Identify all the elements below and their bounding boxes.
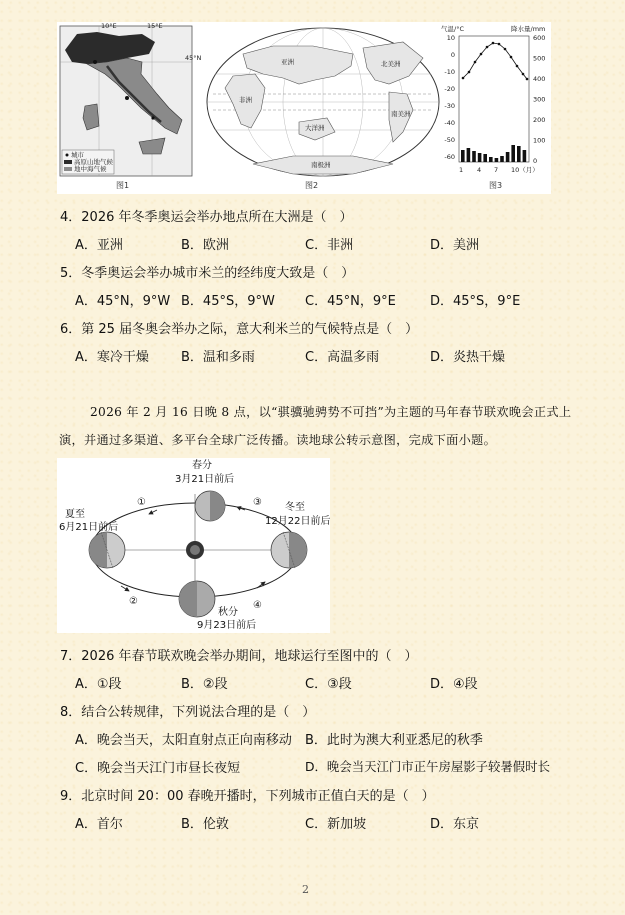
page-number: 2 (302, 883, 309, 896)
africa-label: 非洲 (239, 96, 252, 104)
x-tick-4: 4 (477, 166, 482, 174)
question-8-option-a[interactable]: A．晚会当天，太阳直射点正向南移动 (75, 733, 292, 748)
question-7-option-d[interactable]: D．④段 (430, 677, 478, 692)
legend-city-label: 城市 (71, 151, 84, 159)
question-5-stem: 5．冬季奥运会举办城市米兰的经纬度大致是（ ） (60, 266, 355, 281)
question-8-option-d[interactable]: D．晚会当天江门市正午房屋影子较暑假时长 (305, 759, 550, 774)
precip-ticks (533, 34, 545, 165)
precip-tick-label: 500 (533, 54, 546, 63)
segment-4: ④ (253, 600, 262, 611)
question-6-option-a[interactable]: A．寒冷干燥 (75, 350, 149, 365)
question-7-option-a[interactable]: A．①段 (75, 677, 122, 692)
question-6-option-d[interactable]: D．炎热干燥 (430, 350, 506, 365)
oceania-label: 大洋洲 (305, 124, 325, 132)
figure-strip (57, 22, 551, 194)
summer-label: 夏至 (65, 509, 85, 520)
x-tick-7: 7 (494, 166, 499, 174)
question-9-option-a[interactable]: A．首尔 (75, 817, 123, 832)
precip-tick-label: 200 (533, 116, 546, 124)
temp-tick-label: -60 (444, 153, 455, 161)
question-7-option-c[interactable]: C．③段 (305, 677, 352, 692)
precip-bar (517, 146, 521, 162)
north-america-label: 北美洲 (381, 60, 401, 68)
segment-1: ① (137, 497, 146, 508)
fig2-caption: 图2 (305, 181, 319, 190)
precip-bar (472, 151, 476, 162)
question-4-stem: 4．2026 年冬季奥运会举办地点所在大洲是（ ） (60, 210, 353, 225)
precip-bar (483, 154, 487, 162)
question-4-option-c[interactable]: C．非洲 (305, 238, 354, 253)
question-6-option-b[interactable]: B．温和多雨 (181, 350, 255, 365)
precip-tick-label: 100 (533, 136, 546, 145)
temp-tick-label: 0 (450, 51, 455, 59)
question-7-stem: 7．2026 年春节联欢晚会举办期间，地球运行至图中的（ ） (60, 649, 418, 664)
segment-3: ③ (253, 497, 262, 508)
precip-bar (500, 156, 504, 162)
passage-line-1: 2026 年 2 月 16 日晚 8 点，以“骐骥驰骋势不可挡”为主题的马年春节联欢晚会正式上 (90, 405, 572, 419)
precip-bar (467, 148, 471, 162)
temp-tick-label: 10 (446, 34, 455, 42)
temp-tick-label: -10 (444, 68, 455, 76)
winter-date: 12月22日前后 (265, 516, 330, 527)
asia-label: 亚洲 (281, 58, 294, 66)
x-tick-10: 10（月） (511, 166, 539, 174)
precip-bars (461, 145, 526, 162)
question-9-option-d[interactable]: D．东京 (430, 817, 480, 832)
spring-date: 3月21日前后 (175, 474, 235, 485)
legend-alpine-label: 高原山地气候 (74, 158, 113, 166)
precip-bar (506, 152, 510, 162)
precip-bar (461, 150, 465, 162)
precip-bar (478, 153, 482, 162)
precip-tick-label: 400 (533, 75, 546, 83)
question-4-option-d[interactable]: D．美洲 (430, 238, 480, 253)
passage-line-2: 演，并通过多渠道、多平台全球广泛传播。读地球公转示意图，完成下面小题。 (59, 433, 497, 447)
question-5-option-b[interactable]: B．45°S，9°W (181, 294, 275, 309)
segment-2: ② (129, 596, 138, 607)
climate-chart (441, 22, 551, 177)
lat-45-label: 45°N (185, 54, 202, 62)
winter-label: 冬至 (285, 502, 305, 513)
temp-tick-label: -30 (444, 102, 455, 110)
antarctica-label: 南极洲 (311, 161, 331, 169)
italy-map (57, 22, 207, 182)
question-8-option-c[interactable]: C．晚会当天江门市昼长夜短 (75, 761, 241, 776)
precip-bar (495, 158, 499, 162)
lon-10-label: 10°E (101, 22, 117, 30)
legend-med-label: 地中海气候 (74, 165, 107, 173)
fig3-caption: 图3 (489, 181, 503, 190)
temp-ticks (444, 34, 455, 161)
autumn-date: 9月23日前后 (197, 620, 257, 631)
question-7-option-b[interactable]: B．②段 (181, 677, 228, 692)
fig1-caption: 图1 (116, 181, 130, 190)
world-map (203, 24, 443, 179)
question-9-option-b[interactable]: B．伦敦 (181, 817, 229, 832)
temp-tick-label: -50 (444, 136, 455, 144)
precip-tick-label: 300 (533, 95, 546, 104)
lon-15-label: 15°E (147, 22, 163, 30)
temp-tick-label: -40 (444, 119, 455, 127)
question-8-stem: 8．结合公转规律，下列说法合理的是（ ） (60, 705, 316, 720)
temp-tick-label: -20 (444, 85, 455, 93)
question-4-option-b[interactable]: B．欧洲 (181, 238, 229, 253)
autumn-label: 秋分 (218, 607, 238, 618)
x-tick-1: 1 (459, 166, 464, 174)
precip-tick-label: 600 (533, 34, 546, 42)
precip-axis-title: 降水量/mm (511, 25, 546, 33)
precip-tick-label: 0 (533, 157, 538, 165)
temp-axis-title: 气温/°C (441, 25, 464, 33)
question-6-option-c[interactable]: C．高温多雨 (305, 350, 380, 365)
question-4-option-a[interactable]: A．亚洲 (75, 238, 123, 253)
precip-bar (511, 145, 515, 162)
question-9-stem: 9．北京时间 20：00 春晚开播时，下列城市正值白天的是（ ） (60, 789, 435, 804)
question-8-option-b[interactable]: B．此时为澳大利亚悉尼的秋季 (305, 733, 483, 748)
spring-label: 春分 (192, 460, 212, 471)
question-5-option-a[interactable]: A．45°N，9°W (75, 294, 171, 309)
question-5-option-c[interactable]: C．45°N，9°E (305, 294, 396, 309)
question-5-option-d[interactable]: D．45°S，9°E (430, 294, 521, 309)
precip-bar (523, 150, 527, 162)
south-america-label: 南美洲 (391, 110, 411, 118)
question-9-option-c[interactable]: C．新加坡 (305, 817, 367, 832)
summer-date: 6月21日前后 (59, 522, 119, 533)
orbit-diagram (57, 458, 330, 633)
precip-bar (489, 157, 493, 162)
question-6-stem: 6．第 25 届冬奥会举办之际，意大利米兰的气候特点是（ ） (60, 322, 419, 337)
